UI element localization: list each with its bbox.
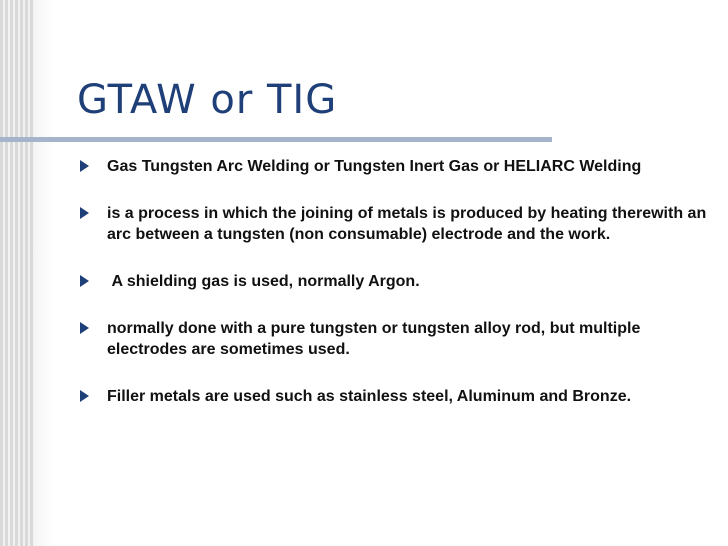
list-item <box>80 156 710 177</box>
bullet-marker-icon <box>80 275 89 287</box>
bullet-marker-icon <box>80 390 89 402</box>
list-item <box>80 271 710 292</box>
bullet-text: is a process in which the joining of metals is produced by heating therewith an arc between a tungsten (non consumable) electrode and the work. <box>107 205 707 243</box>
title-underline <box>0 137 552 142</box>
bullet-marker-icon <box>80 322 89 334</box>
list-item <box>80 386 710 407</box>
list-item <box>80 203 710 245</box>
bullet-marker-icon <box>80 160 89 172</box>
list-item <box>80 318 710 360</box>
slide-title: GTAW or TIG <box>77 77 338 123</box>
bullet-list <box>80 156 710 433</box>
bullet-text: Gas Tungsten Arc Welding or Tungsten Inert Gas or HELIARC Welding <box>107 158 642 175</box>
bullet-marker-icon <box>80 207 89 219</box>
bullet-text: Filler metals are used such as stainless steel, Aluminum and Bronze. <box>107 388 632 405</box>
decorative-stripes <box>0 0 34 546</box>
bullet-text: normally done with a pure tungsten or tungsten alloy rod, but multiple electrodes are sometimes used. <box>107 320 641 358</box>
bullet-text: A shielding gas is used, normally Argon. <box>107 273 420 290</box>
